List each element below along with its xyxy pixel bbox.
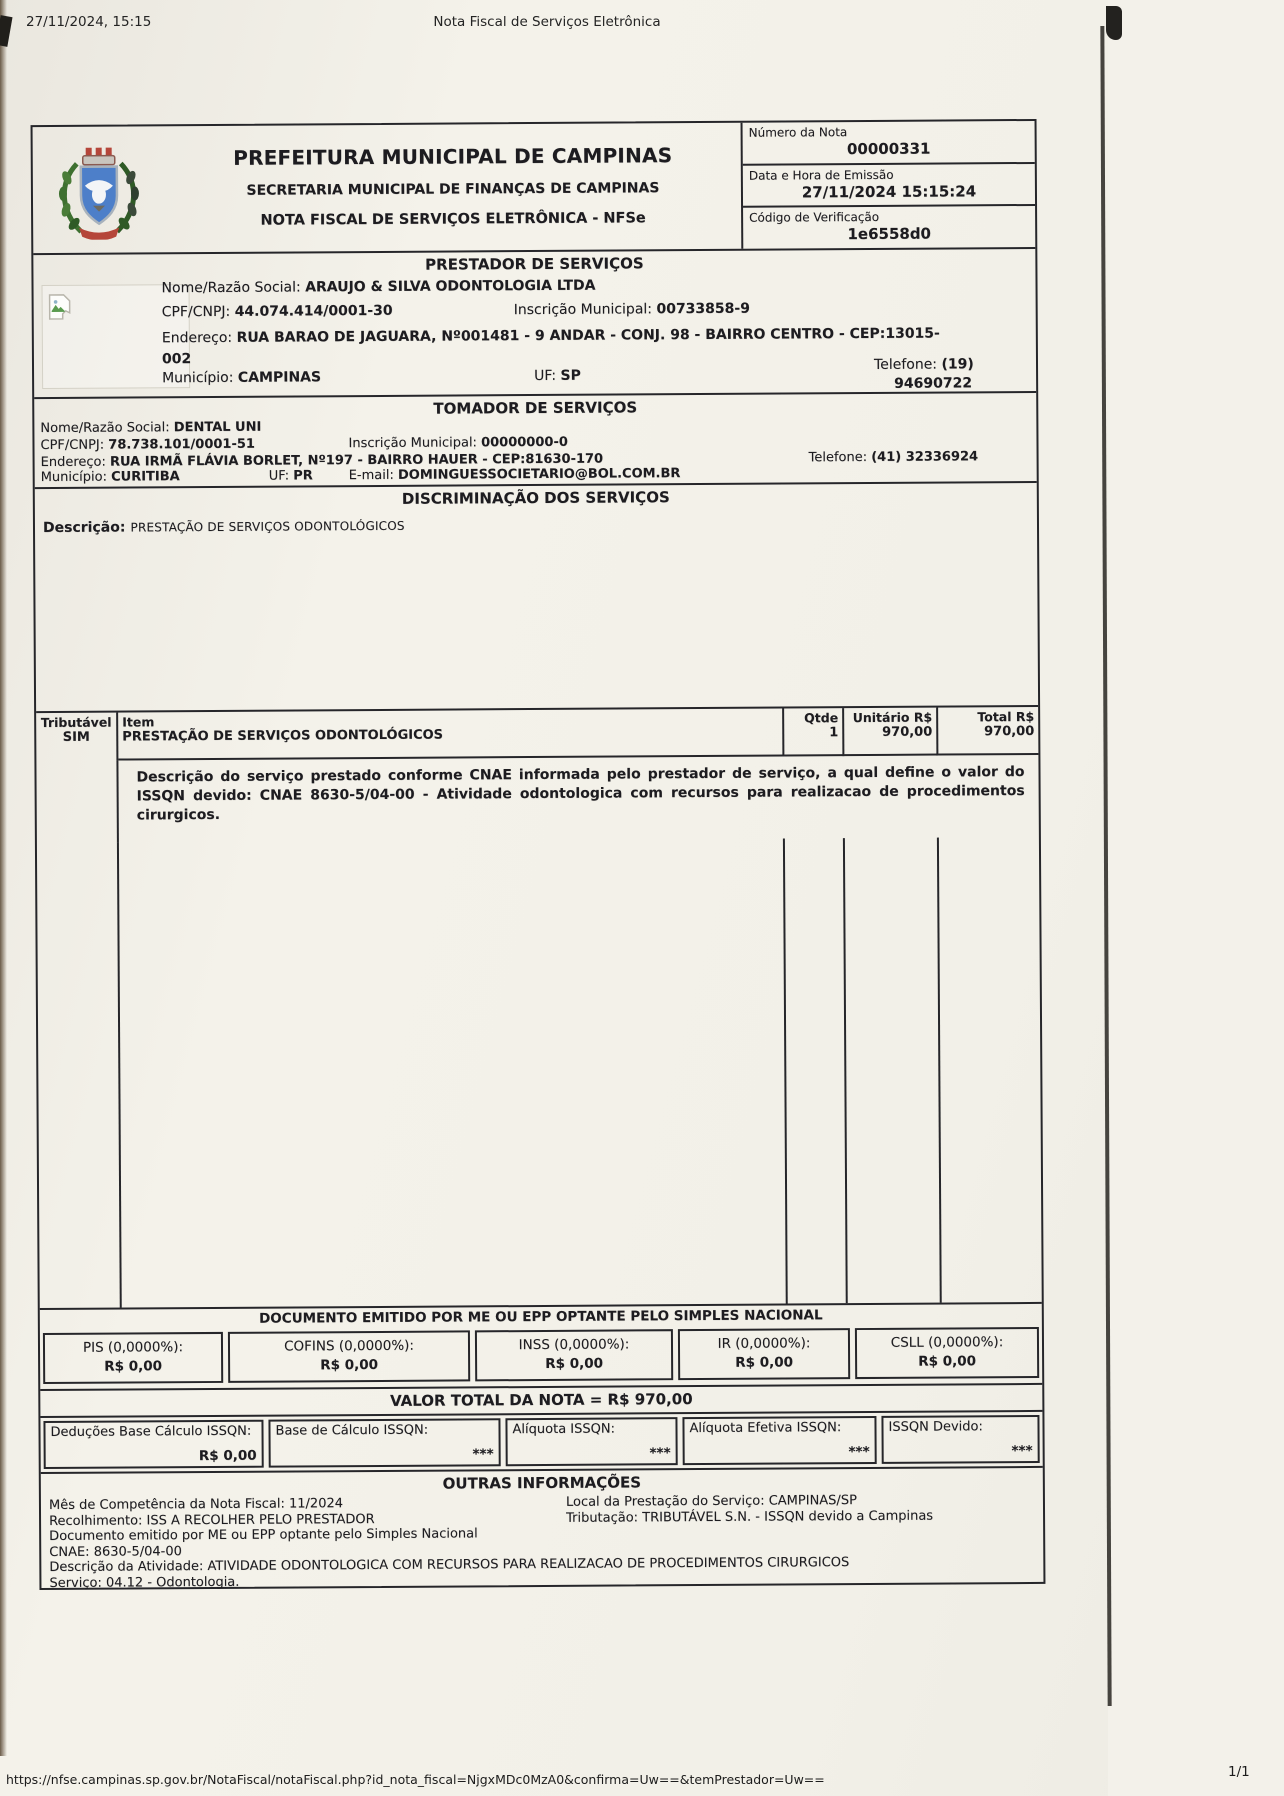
tomador-nome-label: Nome/Razão Social: — [40, 420, 170, 437]
empty-col-3 — [785, 838, 848, 1303]
tax-csll-label: CSLL (0,0000%): — [890, 1334, 1004, 1351]
tax-cell-cofins — [228, 1330, 470, 1382]
document-header — [33, 121, 1036, 255]
prestador-nome-value: ARAUJO & SILVA ODONTOLOGIA LTDA — [305, 277, 596, 296]
campinas-coat-of-arms-icon — [53, 139, 146, 240]
tax-pis-value: R$ 0,00 — [104, 1358, 163, 1375]
nota-number-label: Número da Nota — [748, 125, 848, 140]
prestador-uf-value: SP — [560, 367, 581, 384]
print-header — [0, 14, 1284, 34]
emission-value: 27/11/2024 15:15:24 — [801, 181, 977, 202]
prestador-telefone-value: (19) — [941, 356, 974, 373]
emission-label: Data e Hora de Emissão — [748, 167, 894, 183]
issqn-base-value: *** — [472, 1446, 494, 1463]
prestador-cnpj-label: CPF/CNPJ: — [161, 303, 231, 321]
item-tributavel-value: SIM — [62, 729, 90, 745]
issqn-cell-devido — [881, 1415, 1039, 1464]
tomador-municipio-value: CURITIBA — [111, 469, 180, 485]
issqn-cell-base — [268, 1418, 500, 1467]
tax-csll-value: R$ 0,00 — [918, 1353, 977, 1370]
tax-cell-inss — [475, 1329, 673, 1381]
tomador-endereco-label: Endereço: — [40, 454, 106, 471]
prestador-telefone-pair — [874, 355, 1034, 394]
outras-tributacao: Tributação: TRIBUTÁVEL S.N. - ISSQN devido a Campinas — [566, 1508, 934, 1526]
outras-section-title: OUTRAS INFORMAÇÕES — [442, 1473, 642, 1493]
issqn-base-label: Base de Cálculo ISSQN: — [275, 1422, 429, 1439]
tomador-telefone-value: (41) 32336924 — [871, 449, 979, 465]
outras-cnae: CNAE: 8630-5/04-00 — [49, 1543, 182, 1560]
empty-col-2 — [119, 838, 788, 1307]
tomador-im-label: Inscrição Municipal: — [348, 435, 477, 452]
empty-col-1 — [37, 843, 122, 1308]
servico-descricao-label: Descrição: — [42, 519, 126, 537]
col-unitario-cell — [844, 708, 938, 757]
outras-recolhimento: Recolhimento: ISS A RECOLHER PELO PRESTADOR — [49, 1511, 375, 1529]
tomador-telefone-pair — [809, 449, 979, 465]
tax-cofins-value: R$ 0,00 — [320, 1356, 379, 1374]
header-subtitle: SECRETARIA MUNICIPAL DE FINANÇAS DE CAMPINAS — [246, 180, 660, 199]
issqn-aliquota-label: Alíquota ISSQN: — [512, 1421, 615, 1438]
scan-margin-right — [1108, 0, 1284, 1796]
prestador-endereco-value: RUA BARAO DE JAGUARA, Nº001481 - 9 ANDAR - CONJ. 98 - BAIRRO CENTRO - CEP:13015- — [236, 325, 940, 346]
col-item-cell — [118, 708, 784, 760]
issqn-cell-aliquota-efetiva — [682, 1416, 876, 1465]
outras-mes-competencia: Mês de Competência da Nota Fiscal: 11/2024 — [48, 1496, 344, 1513]
discriminacao-section-title: DISCRIMINAÇÃO DOS SERVIÇOS — [401, 488, 670, 508]
prestador-municipio-value: CAMPINAS — [237, 369, 322, 386]
empty-col-5 — [939, 837, 1042, 1303]
broken-image-icon — [49, 294, 71, 320]
logo-area — [33, 126, 166, 253]
col-qtde-header: Qtde — [804, 710, 839, 726]
issqn-deducoes-value: R$ 0,00 — [198, 1447, 257, 1465]
servico-descricao-row — [43, 515, 405, 536]
prestador-section — [33, 249, 1036, 399]
tomador-nome-value: DENTAL UNI — [173, 419, 262, 436]
prestador-municipio-label: Município: — [162, 369, 234, 387]
header-title: PREFEITURA MUNICIPAL DE CAMPINAS — [233, 143, 673, 170]
col-qtde-cell — [784, 708, 844, 756]
tax-ir-label: IR (0,0000%): — [717, 1335, 811, 1352]
col-item-header: Item — [122, 714, 155, 730]
issqn-aliquota-efetiva-label: Alíquota Efetiva ISSQN: — [689, 1420, 842, 1437]
item-unitario-value: 970,00 — [882, 724, 933, 740]
issqn-devido-label: ISSQN Devido: — [888, 1419, 983, 1435]
servico-descricao-value: PRESTAÇÃO DE SERVIÇOS ODONTOLÓGICOS — [130, 518, 405, 535]
tax-cofins-label: COFINS (0,0000%): — [283, 1337, 415, 1355]
issqn-devido-value: *** — [1011, 1442, 1033, 1460]
col-tributavel-header: Tributável — [40, 714, 112, 731]
header-titles — [165, 123, 742, 253]
prestador-section-title: PRESTADOR DE SERVIÇOS — [425, 254, 644, 274]
tomador-endereco-value: RUA IRMÃ FLÁVIA BORLET, Nº197 - BAIRRO HAUER - CEP:81630-170 — [109, 451, 604, 470]
tomador-email-label: E-mail: — [348, 467, 394, 484]
tomador-telefone-label: Telefone: — [808, 449, 868, 466]
tomador-cnpj-value: 78.738.101/0001-51 — [108, 436, 255, 453]
tomador-email-pair — [349, 466, 681, 483]
tax-cell-ir — [678, 1328, 850, 1380]
prestador-im-label: Inscrição Municipal: — [513, 301, 653, 319]
tax-cell-pis — [43, 1332, 223, 1384]
tomador-cnpj-label: CPF/CNPJ: — [40, 437, 105, 454]
tomador-uf-value: PR — [293, 468, 313, 484]
tomador-email-value: DOMINGUESSOCIETARIO@BOL.COM.BR — [397, 466, 681, 483]
item-name-value: PRESTAÇÃO DE SERVIÇOS ODONTOLÓGICOS — [122, 727, 444, 745]
prestador-telefone-label: Telefone: — [873, 356, 938, 373]
tax-pis-label: PIS (0,0000%): — [82, 1339, 184, 1356]
prestador-fields — [161, 275, 1030, 394]
prestador-telefone-value-2: 94690722 — [894, 375, 973, 392]
scan-edge-left — [0, 0, 7, 1756]
item-qtde-value: 1 — [829, 725, 839, 741]
verification-value: 1e6558d0 — [847, 224, 932, 244]
item-total-value: 970,00 — [984, 723, 1035, 740]
empty-col-4 — [845, 838, 942, 1304]
nota-number-cell — [743, 121, 1035, 165]
issqn-cell-deducoes — [43, 1420, 263, 1469]
prestador-uf-label: UF: — [534, 367, 557, 385]
tomador-im-value: 00000000-0 — [481, 434, 568, 451]
prestador-endereco-value-2: 002 — [161, 351, 192, 368]
print-datetime: 27/11/2024, 15:15 — [26, 14, 152, 30]
col-total-header: Total R$ — [977, 708, 1035, 725]
prestador-nome-label: Nome/Razão Social: — [161, 279, 301, 297]
footer-url: https://nfse.campinas.sp.gov.br/NotaFiscal/notaFiscal.php?id_nota_fiscal=NjgxMDc0MzA0&confirma=Uw==&temPrestador=Uw== — [6, 1772, 825, 1787]
header-info-box — [741, 121, 1036, 249]
outras-servico: Serviço: 04.12 - Odontologia. — [49, 1574, 240, 1591]
tomador-municipio-label: Município: — [40, 469, 107, 486]
col-tributavel-cell — [36, 713, 118, 762]
prestador-cnpj-value: 44.074.414/0001-30 — [234, 302, 393, 320]
issqn-cell-aliquota — [505, 1417, 677, 1466]
issqn-aliquota-value: *** — [649, 1445, 671, 1462]
item-detail-text: Descrição do serviço prestado conforme CNAE informada pelo prestador de serviço, a qual define o valor do ISSQN devido: CNAE 8630-5/04-00 - Atividade odontologica com recursos para realizacao de procedimentos cirurgicos. — [136, 764, 1025, 824]
verification-label: Código de Verificação — [749, 210, 880, 226]
verification-cell — [743, 206, 1035, 248]
issqn-row — [40, 1412, 1042, 1472]
tomador-uf-label: UF: — [268, 468, 290, 484]
issqn-deducoes-label: Deduções Base Cálculo ISSQN: — [50, 1423, 252, 1440]
outras-descricao-atividade: Descrição da Atividade: ATIVIDADE ODONTOLOGICA COM RECURSOS PARA REALIZACAO DE PROCEDIMENTOS CIRURGICOS — [49, 1555, 850, 1575]
outras-documento-emitido: Documento emitido por ME ou EPP optante pelo Simples Nacional — [49, 1526, 478, 1544]
prestador-uf-pair — [534, 368, 581, 384]
outras-local-prestacao: Local da Prestação do Serviço: CAMPINAS/SP — [565, 1493, 857, 1510]
tomador-im-pair — [348, 435, 567, 451]
items-table — [36, 705, 1042, 1308]
prestador-im-value: 00733858-9 — [656, 300, 750, 318]
tax-cell-csll — [855, 1327, 1039, 1379]
issqn-aliquota-efetiva-value: *** — [848, 1443, 870, 1461]
tax-inss-label: INSS (0,0000%): — [518, 1336, 630, 1354]
prestador-im-pair — [514, 301, 750, 318]
footer-page-number: 1/1 — [1228, 1764, 1250, 1780]
col-total-cell — [938, 707, 1038, 756]
tomador-section-title: TOMADOR DE SERVIÇOS — [433, 398, 638, 418]
prestador-endereco-label: Endereço: — [161, 329, 233, 347]
tax-ir-value: R$ 0,00 — [735, 1354, 794, 1371]
print-title: Nota Fiscal de Serviços Eletrônica — [433, 14, 661, 30]
outras-informacoes-section — [41, 1466, 1044, 1591]
nota-number-value: 00000331 — [846, 139, 931, 159]
taxes-row — [40, 1324, 1042, 1389]
col-unitario-header: Unitário R$ — [852, 709, 933, 726]
tomador-uf-pair — [269, 468, 313, 483]
tributavel-column-spacer — [36, 761, 118, 843]
header-doc-type: NOTA FISCAL DE SERVIÇOS ELETRÔNICA - NFSe — [260, 210, 646, 229]
tomador-section — [34, 393, 1037, 489]
nfse-document — [31, 119, 1046, 1590]
simples-title: DOCUMENTO EMITIDO POR ME OU EPP OPTANTE PELO SIMPLES NACIONAL — [40, 1302, 1042, 1330]
valor-total-row: VALOR TOTAL DA NOTA = R$ 970,00 — [40, 1383, 1042, 1418]
tax-inss-value: R$ 0,00 — [545, 1355, 604, 1372]
discriminacao-section — [35, 483, 1038, 711]
outras-right-column — [566, 1493, 933, 1526]
emission-cell — [743, 164, 1035, 208]
